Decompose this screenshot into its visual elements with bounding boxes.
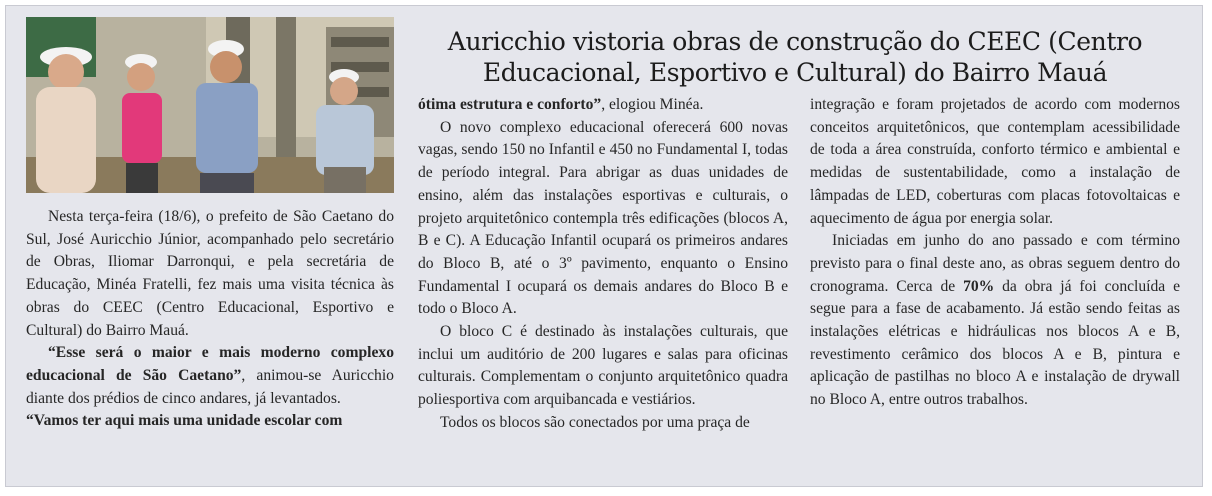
paragraph: O novo complexo educacional oferecerá 600 novas vagas, sendo 150 no Infantil e 450 no Fundamental I, todas de período integral. Para abrigar as duas unidades de ensino, além das instalações esportivas e culturais, o projeto arquitetônico contempla três edificações (blocos A, B e C). A Educação Infantil ocupará os primeiros andares do Bloco B, até o 3º pavimento, enquanto o Ensino Fundamental I ocupará os demais andares do Bloco B e todo o Bloco A. [418, 118, 788, 318]
quote-text: “Esse será o maior e mais moderno complexo educacional de São Caetano” [26, 344, 394, 384]
quote-text: “Vamos ter aqui mais uma unidade escolar com [26, 412, 343, 430]
construction-visit-photo [26, 17, 394, 193]
text-column-1 [26, 206, 394, 433]
paragraph-text: , elogiou Minéa. [601, 96, 704, 113]
paragraph [418, 94, 788, 117]
paragraph-text: da obra já foi concluída e segue para a fase de acabamento. Já estão sendo feitas as instalações elétricas e hidráulicas nos blocos A e B, revestimento cerâmico dos blocos A e B, pintura e aplicação de pastilhas no bloco A e instalação de drywall no Bloco A, entre outros trabalhos. [810, 277, 1181, 409]
paragraph: Nesta terça-feira (18/6), o prefeito de São Caetano do Sul, José Auricchio Júnior, acompanhado pelo secretário de Obras, Iliomar Darronqui, e pela secretária de Educação, Minéa Fratelli, fez mais uma visita técnica às obras do CEEC (Centro Educacional, Esportivo e Cultural) do Bairro Mauá. [26, 208, 394, 339]
paragraph: O bloco C é destinado às instalações culturais, que inclui um auditório de 200 lugares e salas para oficinas culturais. Complementam o conjunto arquitetônico quadra poliesportiva com arquibancada e vestiários. [418, 323, 788, 409]
paragraph [810, 230, 1180, 412]
text-column-2 [418, 94, 788, 435]
text-column-3 [810, 94, 1180, 412]
paragraph-text: , animou-se Auricchio diante dos prédios de cinco andares, já levantados. [26, 366, 394, 407]
article-title: Auricchio vistoria obras de construção do CEEC (Centro Educacional, Esportivo e Cultural) do Bairro Mauá [447, 27, 1143, 87]
paragraph [26, 410, 394, 433]
paragraph: integração e foram projetados de acordo com modernos conceitos arquitetônicos, que contemplam acessibilidade de toda a área construída, conforto térmico e ambiental e medidas de sustentabilidade, como a instalação de lâmpadas de LED, coberturas com placas fotovoltaicas e aquecimento de água por energia solar. [810, 96, 1180, 227]
paragraph: Todos os blocos são conectados por uma praça de [440, 413, 750, 431]
percent-highlight: 70% [963, 277, 995, 295]
paragraph [26, 342, 394, 410]
quote-text: ótima estrutura e conforto” [418, 96, 602, 113]
paragraph-text: Iniciadas em junho do ano passado e com término previsto para o final deste ano, as obras seguem dentro do cronograma. Cerca de [810, 232, 1180, 295]
